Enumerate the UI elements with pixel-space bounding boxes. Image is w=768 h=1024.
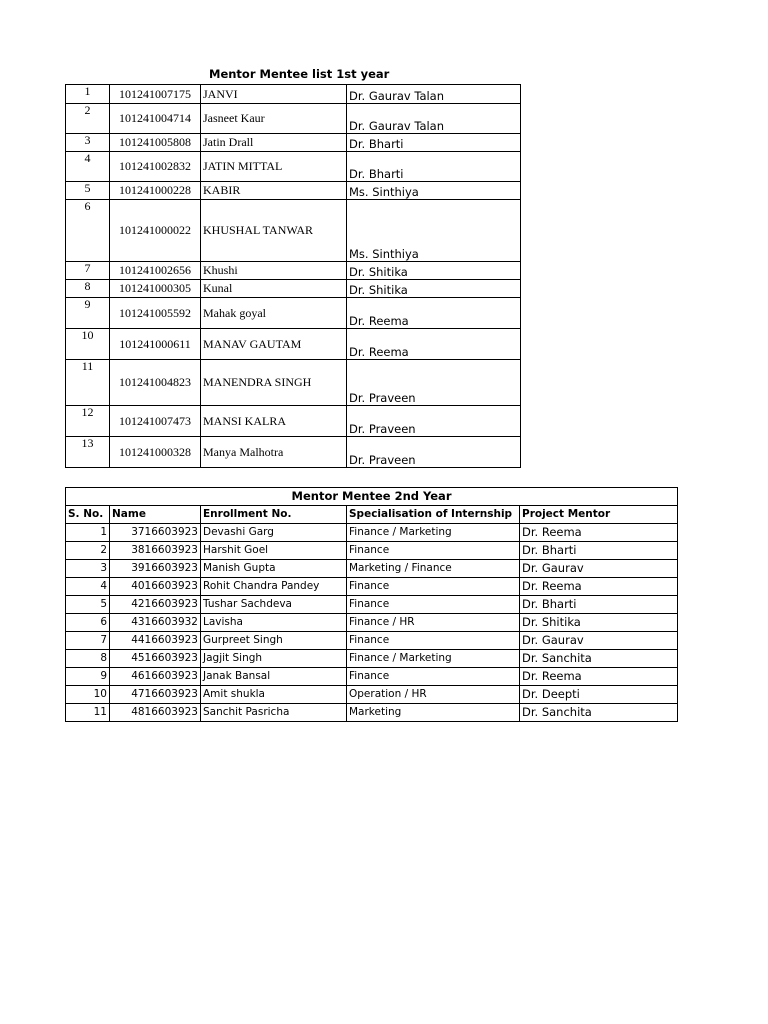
year2-title-row [66,488,678,506]
row-mentor: Dr. Praveen [347,437,521,468]
table-row [66,134,521,152]
row-mentor: Ms. Sinthiya [347,182,521,200]
table-row [66,280,521,298]
row-mentor: Ms. Sinthiya [347,200,521,262]
row-name: Amit shukla [201,686,347,704]
table-row [66,524,678,542]
year1-table [65,84,521,468]
row-name: Manya Malhotra [201,437,347,468]
row-mentor: Dr. Reema [347,329,521,360]
row-enrollment: 101241000022 [110,200,201,262]
year2-title: Mentor Mentee 2nd Year [66,488,678,506]
table-row [66,152,521,182]
row-enrollment: 4016603923 [110,578,201,596]
row-sno: 1 [66,85,110,104]
row-mentor: Dr. Gaurav Talan [347,104,521,134]
table-row [66,632,678,650]
row-mentor: Dr. Bharti [520,596,678,614]
row-enrollment: 4716603923 [110,686,201,704]
row-name: Khushi [201,262,347,280]
row-mentor: Dr. Bharti [520,542,678,560]
row-name: Kunal [201,280,347,298]
row-name: JATIN MITTAL [201,152,347,182]
row-enrollment: 101241000611 [110,329,201,360]
row-enrollment: 101241004714 [110,104,201,134]
row-specialisation: Finance / HR [347,614,520,632]
table-row [66,578,678,596]
row-name: Jagjit Singh [201,650,347,668]
row-enrollment: 4316603932 [110,614,201,632]
row-name: Devashi Garg [201,524,347,542]
row-sno: 3 [66,134,110,152]
table-row [66,262,521,280]
row-sno: 5 [66,182,110,200]
row-sno: 2 [66,542,110,560]
table-row [66,437,521,468]
table-row [66,542,678,560]
row-sno: 9 [66,668,110,686]
row-name: Lavisha [201,614,347,632]
row-enrollment: 3816603923 [110,542,201,560]
row-specialisation: Marketing [347,704,520,722]
row-mentor: Dr. Bharti [347,152,521,182]
table-row [66,560,678,578]
row-enrollment: 3716603923 [110,524,201,542]
row-sno: 8 [66,650,110,668]
row-sno: 9 [66,298,110,329]
row-mentor: Dr. Gaurav [520,560,678,578]
row-enrollment: 4816603923 [110,704,201,722]
row-name: KHUSHAL TANWAR [201,200,347,262]
table-row [66,298,521,329]
row-sno: 4 [66,152,110,182]
row-name: Harshit Goel [201,542,347,560]
row-name: Mahak goyal [201,298,347,329]
header-mentor: Project Mentor [520,506,678,524]
row-name: Manish Gupta [201,560,347,578]
row-sno: 3 [66,560,110,578]
row-enrollment: 4216603923 [110,596,201,614]
row-sno: 12 [66,406,110,437]
row-enrollment: 101241007473 [110,406,201,437]
row-enrollment: 101241005592 [110,298,201,329]
row-sno: 10 [66,329,110,360]
year2-header-row [66,506,678,524]
row-name: Janak Bansal [201,668,347,686]
year1-title: Mentor Mentee list 1st year [209,67,390,81]
row-specialisation: Finance / Marketing [347,524,520,542]
row-sno: 4 [66,578,110,596]
table-row [66,686,678,704]
row-sno: 11 [66,360,110,406]
row-sno: 1 [66,524,110,542]
table-row [66,596,678,614]
row-mentor: Dr. Reema [520,668,678,686]
row-sno: 8 [66,280,110,298]
row-sno: 6 [66,614,110,632]
row-enrollment: 4616603923 [110,668,201,686]
row-specialisation: Finance [347,668,520,686]
row-mentor: Dr. Reema [347,298,521,329]
row-sno: 7 [66,262,110,280]
row-mentor: Dr. Reema [520,578,678,596]
row-enrollment: 4416603923 [110,632,201,650]
row-name: MANSI KALRA [201,406,347,437]
table-row [66,329,521,360]
row-name: MANENDRA SINGH [201,360,347,406]
row-mentor: Dr. Praveen [347,360,521,406]
row-mentor: Dr. Gaurav [520,632,678,650]
row-mentor: Dr. Gaurav Talan [347,85,521,104]
row-specialisation: Finance / Marketing [347,650,520,668]
row-sno: 10 [66,686,110,704]
row-name: Gurpreet Singh [201,632,347,650]
row-sno: 7 [66,632,110,650]
table-row [66,360,521,406]
row-sno: 13 [66,437,110,468]
row-mentor: Dr. Deepti [520,686,678,704]
row-sno: 6 [66,200,110,262]
row-specialisation: Finance [347,578,520,596]
row-mentor: Dr. Shitika [347,280,521,298]
row-name: KABIR [201,182,347,200]
row-mentor: Dr. Bharti [347,134,521,152]
header-name: Name [110,506,201,524]
row-sno: 11 [66,704,110,722]
table-row [66,406,521,437]
header-specialisation: Specialisation of Internship [347,506,520,524]
row-name: MANAV GAUTAM [201,329,347,360]
row-enrollment: 4516603923 [110,650,201,668]
table-row [66,650,678,668]
row-mentor: Dr. Praveen [347,406,521,437]
row-sno: 5 [66,596,110,614]
row-enrollment: 101241000328 [110,437,201,468]
table-row [66,614,678,632]
row-mentor: Dr. Shitika [520,614,678,632]
row-name: Rohit Chandra Pandey [201,578,347,596]
row-name: Sanchit Pasricha [201,704,347,722]
row-enrollment: 101241000305 [110,280,201,298]
row-enrollment: 101241002656 [110,262,201,280]
year2-table [65,487,678,722]
header-enrollment: Enrollment No. [201,506,347,524]
table-row [66,200,521,262]
table-row [66,104,521,134]
row-name: JANVI [201,85,347,104]
table-row [66,182,521,200]
row-enrollment: 3916603923 [110,560,201,578]
row-sno: 2 [66,104,110,134]
row-specialisation: Finance [347,632,520,650]
table-row [66,668,678,686]
row-mentor: Dr. Sanchita [520,650,678,668]
table-row [66,85,521,104]
row-name: Jasneet Kaur [201,104,347,134]
row-name: Jatin Drall [201,134,347,152]
row-mentor: Dr. Sanchita [520,704,678,722]
row-enrollment: 101241005808 [110,134,201,152]
row-specialisation: Marketing / Finance [347,560,520,578]
row-specialisation: Finance [347,596,520,614]
row-enrollment: 101241007175 [110,85,201,104]
row-mentor: Dr. Shitika [347,262,521,280]
table-row [66,704,678,722]
row-specialisation: Finance [347,542,520,560]
row-name: Tushar Sachdeva [201,596,347,614]
header-sno: S. No. [66,506,110,524]
row-enrollment: 101241000228 [110,182,201,200]
row-enrollment: 101241004823 [110,360,201,406]
row-mentor: Dr. Reema [520,524,678,542]
row-specialisation: Operation / HR [347,686,520,704]
row-enrollment: 101241002832 [110,152,201,182]
